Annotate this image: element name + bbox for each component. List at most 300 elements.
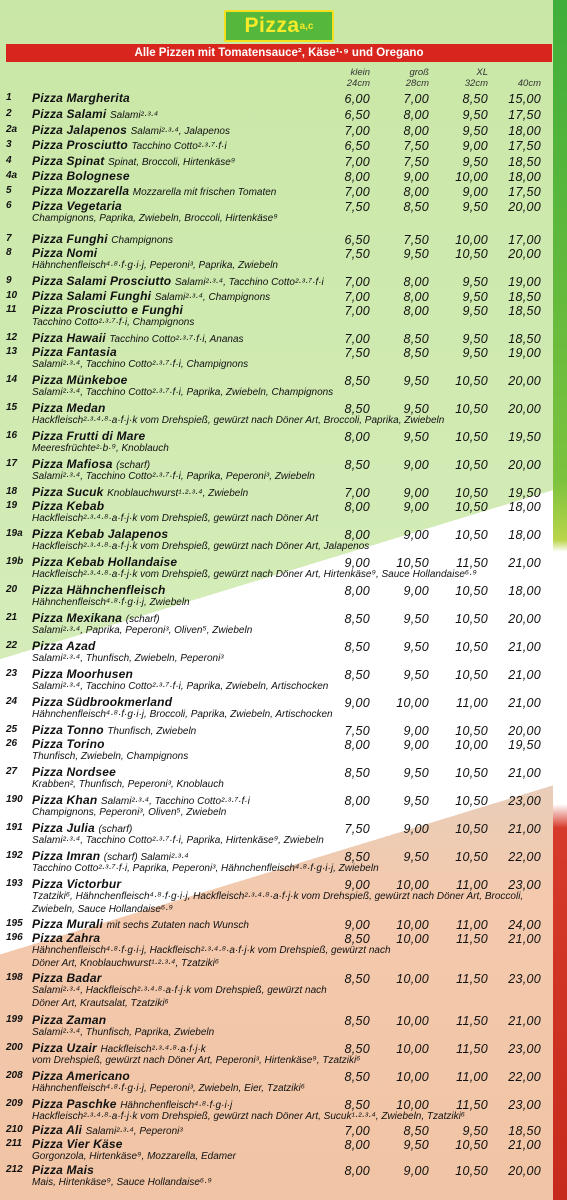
item-name: Pizza Margherita xyxy=(32,91,130,105)
item-number: 200 xyxy=(6,1042,23,1053)
item-ingredients: Salami²·³·⁴, Tacchino Cotto²·³·⁷·f·i, Champignons xyxy=(32,359,249,370)
item-price: 21,00 xyxy=(508,766,541,780)
item-number: 1 xyxy=(6,92,12,103)
item-description: mit sechs Zutaten nach Wunsch xyxy=(106,920,249,931)
item-price: 8,00 xyxy=(344,1138,370,1152)
item-number: 2 xyxy=(6,108,12,119)
item-name: Pizza Salami xyxy=(32,107,107,121)
item-number: 5 xyxy=(6,185,12,196)
item-price: 7,50 xyxy=(403,139,429,153)
item-price: 7,50 xyxy=(344,724,370,738)
item-number: 23 xyxy=(6,668,18,679)
item-price: 22,00 xyxy=(508,850,541,864)
item-price: 9,50 xyxy=(403,612,429,626)
item-name-line xyxy=(32,401,106,415)
item-description: Thunfisch, Zwiebeln xyxy=(107,726,197,737)
item-description: (scharf) xyxy=(125,614,160,625)
item-ingredients: Salami²·³·⁴, Thunfisch, Paprika, Zwiebeln xyxy=(32,1027,215,1038)
item-number: 22 xyxy=(6,640,18,651)
item-description: Champignons xyxy=(111,235,173,246)
item-price: 9,50 xyxy=(403,430,429,444)
item-price: 8,50 xyxy=(344,766,370,780)
item-price: 8,50 xyxy=(403,200,429,214)
item-price: 7,00 xyxy=(344,304,370,318)
item-price: 8,50 xyxy=(344,1042,370,1056)
item-name-line xyxy=(32,931,100,945)
item-name-line xyxy=(32,485,248,499)
item-price: 10,50 xyxy=(455,794,488,808)
item-price: 9,50 xyxy=(462,155,488,169)
item-number: 2a xyxy=(6,124,18,135)
item-price: 8,00 xyxy=(344,500,370,514)
size-header-40 xyxy=(497,67,541,89)
item-name: Pizza Moorhusen xyxy=(32,667,134,681)
item-price: 7,00 xyxy=(344,332,370,346)
item-price: 7,00 xyxy=(344,155,370,169)
item-price: 10,00 xyxy=(396,918,429,932)
item-ingredients: Salami²·³·⁴, Paprika, Peperoni³, Oliven⁵, Zwiebeln xyxy=(32,625,253,636)
item-name-line xyxy=(32,737,105,751)
item-name: Pizza Prosciutto xyxy=(32,138,128,152)
item-name-line xyxy=(32,1097,232,1111)
item-number: 4a xyxy=(6,170,18,181)
item-name-line xyxy=(32,1123,183,1137)
item-name: Pizza Ali xyxy=(32,1123,83,1137)
item-price: 7,50 xyxy=(403,155,429,169)
item-price: 8,50 xyxy=(344,1070,370,1084)
item-price: 10,00 xyxy=(396,1014,429,1028)
item-price: 20,00 xyxy=(508,247,541,261)
item-number: 210 xyxy=(6,1124,23,1135)
item-ingredients: Hähnchenfleisch⁴·⁸·f·g·i·j, Zwiebeln xyxy=(32,597,190,608)
page-title xyxy=(224,10,334,42)
item-price: 10,00 xyxy=(396,972,429,986)
item-price: 7,50 xyxy=(344,200,370,214)
item-number: 192 xyxy=(6,850,23,861)
item-name: Pizza Nordsee xyxy=(32,765,116,779)
item-price: 9,50 xyxy=(403,1138,429,1152)
item-ingredients: Hackfleisch²·³·⁴·⁸·a·f·j·k vom Drehspieß, gewürzt nach Döner Art, Jalapenos xyxy=(32,541,370,552)
item-name-line xyxy=(32,91,130,105)
item-number: 12 xyxy=(6,332,18,343)
item-price: 11,00 xyxy=(456,696,488,710)
item-price: 8,50 xyxy=(344,1098,370,1112)
item-price: 9,50 xyxy=(403,374,429,388)
item-price: 8,00 xyxy=(344,528,370,542)
item-name-line xyxy=(32,184,276,198)
item-price: 9,00 xyxy=(462,139,488,153)
item-ingredients: Hähnchenfleisch⁴·⁸·f·g·i·j, Peperoni³, Zwiebeln, Eier, Tzatziki⁶ xyxy=(32,1083,305,1094)
item-name: Pizza Azad xyxy=(32,639,96,653)
item-name-line xyxy=(32,1041,206,1055)
item-ingredients: Thunfisch, Zwiebeln, Champignons xyxy=(32,751,189,762)
item-price: 18,50 xyxy=(508,290,541,304)
item-price: 21,00 xyxy=(508,1014,541,1028)
item-number: 16 xyxy=(6,430,18,441)
item-price: 8,50 xyxy=(344,1014,370,1028)
item-price: 9,00 xyxy=(462,185,488,199)
item-name: Pizza Jalapenos xyxy=(32,123,128,137)
item-description: Spinat, Broccoli, Hirtenkäse⁹ xyxy=(107,157,236,168)
item-price: 9,00 xyxy=(403,738,429,752)
title-text: Pizza xyxy=(244,14,300,37)
item-name-line xyxy=(32,199,122,213)
item-number: 11 xyxy=(6,304,17,315)
item-price: 10,50 xyxy=(455,1138,488,1152)
item-ingredients: Tacchino Cotto²·³·⁷·f·i, Paprika, Peperoni³, Hähnchenfleisch⁴·⁸·f·g·i·j, Zwiebeln xyxy=(32,863,379,874)
item-name-line xyxy=(32,639,96,653)
item-price: 20,00 xyxy=(508,724,541,738)
item-price: 24,00 xyxy=(508,918,541,932)
item-name-line xyxy=(32,527,168,541)
item-price: 10,50 xyxy=(455,850,488,864)
item-price: 10,00 xyxy=(455,738,488,752)
item-name-line xyxy=(32,765,116,779)
item-price: 23,00 xyxy=(508,878,541,892)
item-price: 8,00 xyxy=(403,290,429,304)
info-banner: Alle Pizzen mit Tomatensauce², Käse¹·⁹ und Oregano xyxy=(6,44,552,62)
item-name: Pizza Medan xyxy=(32,401,106,415)
item-price: 11,50 xyxy=(456,1098,488,1112)
item-name-line xyxy=(32,583,166,597)
decorative-side-stripe xyxy=(553,0,567,1200)
item-name: Pizza Sucuk xyxy=(32,485,104,499)
item-price: 10,00 xyxy=(396,1098,429,1112)
item-price: 8,00 xyxy=(344,1164,370,1178)
item-name: Pizza Salami Prosciutto xyxy=(32,274,172,288)
item-name-line xyxy=(32,667,133,681)
item-price: 21,00 xyxy=(508,640,541,654)
item-price: 17,50 xyxy=(508,185,541,199)
item-price: 18,50 xyxy=(508,155,541,169)
item-price: 9,50 xyxy=(403,640,429,654)
item-price: 9,00 xyxy=(403,500,429,514)
item-price: 9,00 xyxy=(403,584,429,598)
item-name: Pizza Mozzarella xyxy=(32,184,130,198)
size-name: XL xyxy=(476,67,488,78)
item-price: 7,50 xyxy=(344,247,370,261)
item-price: 19,00 xyxy=(508,275,541,289)
item-number: 19 xyxy=(6,500,18,511)
item-name: Pizza Murali xyxy=(32,917,104,931)
item-name-line xyxy=(32,232,173,246)
item-price: 10,00 xyxy=(396,878,429,892)
item-price: 7,00 xyxy=(344,1124,370,1138)
item-price: 10,50 xyxy=(455,528,488,542)
item-number: 14 xyxy=(6,374,18,385)
item-price: 18,00 xyxy=(508,500,541,514)
item-price: 10,50 xyxy=(455,584,488,598)
item-description: Salami²·³·⁴, Jalapenos xyxy=(130,126,230,137)
item-number: 199 xyxy=(6,1014,23,1025)
item-name-line xyxy=(32,917,249,931)
item-price: 8,00 xyxy=(344,170,370,184)
item-name-line xyxy=(32,331,244,345)
item-name: Pizza Mais xyxy=(32,1163,95,1177)
item-ingredients: Hackfleisch²·³·⁴·⁸·a·f·j·k vom Drehspieß, gewürzt nach Döner Art, Hirtenkäse⁹, Sauce Hollandaise⁶·⁹ xyxy=(32,569,477,580)
item-price: 9,50 xyxy=(462,124,488,138)
item-price: 11,50 xyxy=(456,1014,488,1028)
item-name: Pizza Zaman xyxy=(32,1013,107,1027)
item-price: 10,50 xyxy=(455,458,488,472)
item-ingredients: Hähnchenfleisch⁴·⁸·f·g·i·j, Broccoli, Paprika, Zwiebeln, Artischocken xyxy=(32,709,333,720)
item-price: 7,00 xyxy=(344,124,370,138)
item-number: 20 xyxy=(6,584,18,595)
item-number: 211 xyxy=(6,1138,22,1149)
item-price: 20,00 xyxy=(508,402,541,416)
item-ingredients: Champignons, Peperoni³, Oliven⁵, Zwiebeln xyxy=(32,807,227,818)
item-ingredients: Salami²·³·⁴, Tacchino Cotto²·³·⁷·f·i, Paprika, Zwiebeln, Champignons xyxy=(32,387,334,398)
item-number: 10 xyxy=(6,290,18,301)
size-cm: 28cm xyxy=(405,78,429,89)
item-ingredients-cont: Döner Art, Krautsalat, Tzatziki⁶ xyxy=(32,998,169,1009)
item-ingredients: Salami²·³·⁴, Tacchino Cotto²·³·⁷·f·i, Paprika, Peperoni³, Zwiebeln xyxy=(32,471,315,482)
size-name: groß xyxy=(409,67,429,78)
item-name-line xyxy=(32,169,130,183)
item-price: 7,50 xyxy=(344,822,370,836)
item-number: 21 xyxy=(6,612,18,623)
item-price: 17,50 xyxy=(508,108,541,122)
item-price: 9,50 xyxy=(462,108,488,122)
item-name-line xyxy=(32,499,104,513)
item-name: Pizza Kebab xyxy=(32,499,105,513)
item-number: 196 xyxy=(6,932,23,943)
item-number: 19b xyxy=(6,556,24,567)
item-price: 8,00 xyxy=(403,304,429,318)
item-name: Pizza Südbrookmerland xyxy=(32,695,173,709)
item-name: Pizza Americano xyxy=(32,1069,130,1083)
item-price: 9,00 xyxy=(344,556,370,570)
item-price: 17,00 xyxy=(508,233,541,247)
item-price: 21,00 xyxy=(508,696,541,710)
item-price: 8,50 xyxy=(344,402,370,416)
item-price: 10,50 xyxy=(455,668,488,682)
item-price: 11,00 xyxy=(456,918,488,932)
item-price: 11,50 xyxy=(456,1042,488,1056)
item-number: 190 xyxy=(6,794,23,805)
item-name: Pizza Münkeboe xyxy=(32,373,128,387)
item-price: 9,00 xyxy=(344,878,370,892)
item-price: 8,00 xyxy=(344,738,370,752)
item-price: 8,50 xyxy=(344,972,370,986)
item-price: 19,50 xyxy=(508,430,541,444)
item-price: 7,00 xyxy=(344,275,370,289)
item-price: 6,50 xyxy=(344,139,370,153)
item-price: 10,50 xyxy=(455,430,488,444)
item-name-line xyxy=(32,303,183,317)
item-price: 6,00 xyxy=(344,92,370,106)
item-price: 8,00 xyxy=(344,430,370,444)
item-description: Salami²·³·⁴, Peperoni³ xyxy=(85,1126,183,1137)
item-price: 9,50 xyxy=(403,766,429,780)
item-number: 15 xyxy=(6,402,18,413)
item-ingredients: Krabben², Thunfisch, Peperoni³, Knoblauch xyxy=(32,779,224,790)
item-number: 4 xyxy=(6,155,12,166)
item-price: 6,50 xyxy=(344,108,370,122)
item-number: 195 xyxy=(6,918,23,929)
item-name-line xyxy=(32,429,145,443)
item-price: 18,00 xyxy=(508,528,541,542)
item-name: Pizza Tonno xyxy=(32,723,104,737)
item-price: 10,00 xyxy=(396,932,429,946)
item-description: Tacchino Cotto²·³·⁷·f·i xyxy=(131,141,227,152)
item-price: 10,50 xyxy=(396,556,429,570)
item-ingredients: Hackfleisch²·³·⁴·⁸·a·f·j·k vom Drehspieß, gewürzt nach Döner Art, Broccoli, Paprika, Zwiebeln xyxy=(32,415,445,426)
item-name: Pizza Fantasia xyxy=(32,345,117,359)
item-name: Pizza Spinat xyxy=(32,154,105,168)
item-price: 9,00 xyxy=(344,696,370,710)
item-name: Pizza Salami Funghi xyxy=(32,289,152,303)
item-price: 8,00 xyxy=(403,124,429,138)
item-number: 17 xyxy=(6,458,18,469)
item-number: 27 xyxy=(6,766,18,777)
item-price: 15,00 xyxy=(508,92,541,106)
item-price: 9,50 xyxy=(403,794,429,808)
item-price: 20,00 xyxy=(508,1164,541,1178)
size-cm: 40cm xyxy=(517,78,541,89)
item-ingredients: Meeresfrüchte²·b·⁹, Knoblauch xyxy=(32,443,169,454)
item-number: 198 xyxy=(6,972,23,983)
item-price: 18,50 xyxy=(508,1124,541,1138)
item-name: Pizza Zahra xyxy=(32,931,101,945)
item-price: 8,00 xyxy=(344,584,370,598)
item-description: Salami²·³·⁴, Tacchino Cotto²·³·⁷·f·i xyxy=(100,796,250,807)
item-price: 7,00 xyxy=(344,185,370,199)
item-price: 11,50 xyxy=(456,556,488,570)
item-price: 7,50 xyxy=(344,346,370,360)
item-price: 10,50 xyxy=(455,486,488,500)
item-price: 10,50 xyxy=(455,500,488,514)
item-price: 10,00 xyxy=(455,233,488,247)
item-ingredients: Champignons, Paprika, Zwiebeln, Broccoli, Hirtenkäse⁹ xyxy=(32,213,278,224)
item-ingredients: Mais, Hirtenkäse⁹, Sauce Hollandaise⁶·⁹ xyxy=(32,1177,212,1188)
item-name-line xyxy=(32,457,150,471)
item-price: 23,00 xyxy=(508,1098,541,1112)
item-number: 3 xyxy=(6,139,12,150)
item-price: 11,50 xyxy=(456,932,488,946)
item-price: 9,00 xyxy=(403,724,429,738)
item-price: 9,50 xyxy=(462,332,488,346)
item-number: 6 xyxy=(6,200,12,211)
item-name: Pizza Uzair xyxy=(32,1041,97,1055)
item-name-line xyxy=(32,849,189,863)
item-name: Pizza Badar xyxy=(32,971,102,985)
item-name: Pizza Vier Käse xyxy=(32,1137,123,1151)
item-price: 8,00 xyxy=(403,275,429,289)
item-price: 10,50 xyxy=(455,766,488,780)
item-price: 11,00 xyxy=(456,1070,488,1084)
item-description: Salami²·³·⁴, Champignons xyxy=(154,292,271,303)
item-price: 10,00 xyxy=(396,696,429,710)
item-price: 9,00 xyxy=(403,458,429,472)
item-ingredients: Salami²·³·⁴, Thunfisch, Zwiebeln, Peperoni³ xyxy=(32,653,224,664)
item-ingredients: Salami²·³·⁴, Tacchino Cotto²·³·⁷·f·i, Paprika, Zwiebeln, Artischocken xyxy=(32,681,329,692)
item-number: 9 xyxy=(6,275,12,286)
item-price: 9,50 xyxy=(462,346,488,360)
item-price: 8,00 xyxy=(403,108,429,122)
item-price: 9,50 xyxy=(403,850,429,864)
item-price: 9,50 xyxy=(462,275,488,289)
item-price: 9,50 xyxy=(462,1124,488,1138)
item-price: 19,50 xyxy=(508,486,541,500)
item-number: 19a xyxy=(6,528,23,539)
item-name-line xyxy=(32,555,177,569)
item-price: 9,00 xyxy=(403,822,429,836)
item-price: 8,50 xyxy=(403,346,429,360)
item-name: Pizza Mexikana xyxy=(32,611,123,625)
item-price: 8,50 xyxy=(344,640,370,654)
item-price: 18,00 xyxy=(508,584,541,598)
item-price: 9,00 xyxy=(403,1164,429,1178)
item-ingredients-cont: Döner Art, Knoblauchwurst¹·²·³·⁴, Tzatziki⁶ xyxy=(32,958,220,969)
item-name-line xyxy=(32,154,235,168)
item-name-line xyxy=(32,246,97,260)
item-description: Mozzarella mit frischen Tomaten xyxy=(132,187,277,198)
size-cm: 24cm xyxy=(346,78,370,89)
item-price: 8,50 xyxy=(344,932,370,946)
item-name-line xyxy=(32,1163,94,1177)
item-number: 25 xyxy=(6,724,18,735)
item-price: 9,00 xyxy=(344,918,370,932)
item-ingredients: Hähnchenfleisch⁴·⁸·f·g·i·j, Peperoni³, Paprika, Zwiebeln xyxy=(32,260,278,271)
title-allergens: a,c xyxy=(299,20,314,32)
item-description: (scharf) Salami²·³·⁴ xyxy=(103,852,189,863)
item-price: 9,00 xyxy=(403,528,429,542)
item-price: 8,00 xyxy=(344,794,370,808)
item-name-line xyxy=(32,695,172,709)
item-price: 23,00 xyxy=(508,794,541,808)
item-price: 9,00 xyxy=(403,486,429,500)
item-ingredients: Hackfleisch²·³·⁴·⁸·a·f·j·k vom Drehspieß, gewürzt nach Döner Art xyxy=(32,513,319,524)
size-name xyxy=(497,67,541,78)
item-price: 20,00 xyxy=(508,374,541,388)
item-price: 8,50 xyxy=(344,374,370,388)
item-price: 7,00 xyxy=(344,290,370,304)
item-price: 8,50 xyxy=(344,458,370,472)
item-name: Pizza Nomi xyxy=(32,246,98,260)
item-price: 18,50 xyxy=(508,304,541,318)
item-ingredients: Salami²·³·⁴, Tacchino Cotto²·³·⁷·f·i, Paprika, Hirtenkäse⁹, Zwiebeln xyxy=(32,835,324,846)
item-price: 20,00 xyxy=(508,200,541,214)
item-name-line xyxy=(32,289,270,303)
item-ingredients-cont: Zwiebeln, Sauce Hollandaise⁶·⁹ xyxy=(32,904,173,915)
item-price: 10,50 xyxy=(455,724,488,738)
item-ingredients: Gorgonzola, Hirtenkäse⁹, Mozzarella, Edamer xyxy=(32,1151,237,1162)
item-price: 8,50 xyxy=(462,92,488,106)
item-price: 11,50 xyxy=(456,972,488,986)
item-price: 8,50 xyxy=(403,332,429,346)
item-price: 21,00 xyxy=(508,822,541,836)
item-name: Pizza Victorbur xyxy=(32,877,122,891)
item-price: 10,00 xyxy=(455,170,488,184)
item-price: 8,50 xyxy=(403,1124,429,1138)
item-price: 7,00 xyxy=(344,486,370,500)
item-price: 20,00 xyxy=(508,612,541,626)
item-name-line xyxy=(32,123,230,137)
item-name-line xyxy=(32,971,102,985)
item-name: Pizza Kebab Jalapenos xyxy=(32,527,169,541)
item-description: Salami²·³·⁴ xyxy=(109,110,159,121)
item-name: Pizza Prosciutto e Funghi xyxy=(32,303,184,317)
item-price: 21,00 xyxy=(508,668,541,682)
item-number: 209 xyxy=(6,1098,23,1109)
item-ingredients: vom Drehspieß, gewürzt nach Döner Art, Peperoni³, Hirtenkäse⁹, Tzatziki⁶ xyxy=(32,1055,361,1066)
item-number: 208 xyxy=(6,1070,23,1081)
item-name: Pizza Julia xyxy=(32,821,95,835)
item-price: 8,50 xyxy=(344,612,370,626)
item-name-line xyxy=(32,1013,106,1027)
item-name: Pizza Bolognese xyxy=(32,169,130,183)
